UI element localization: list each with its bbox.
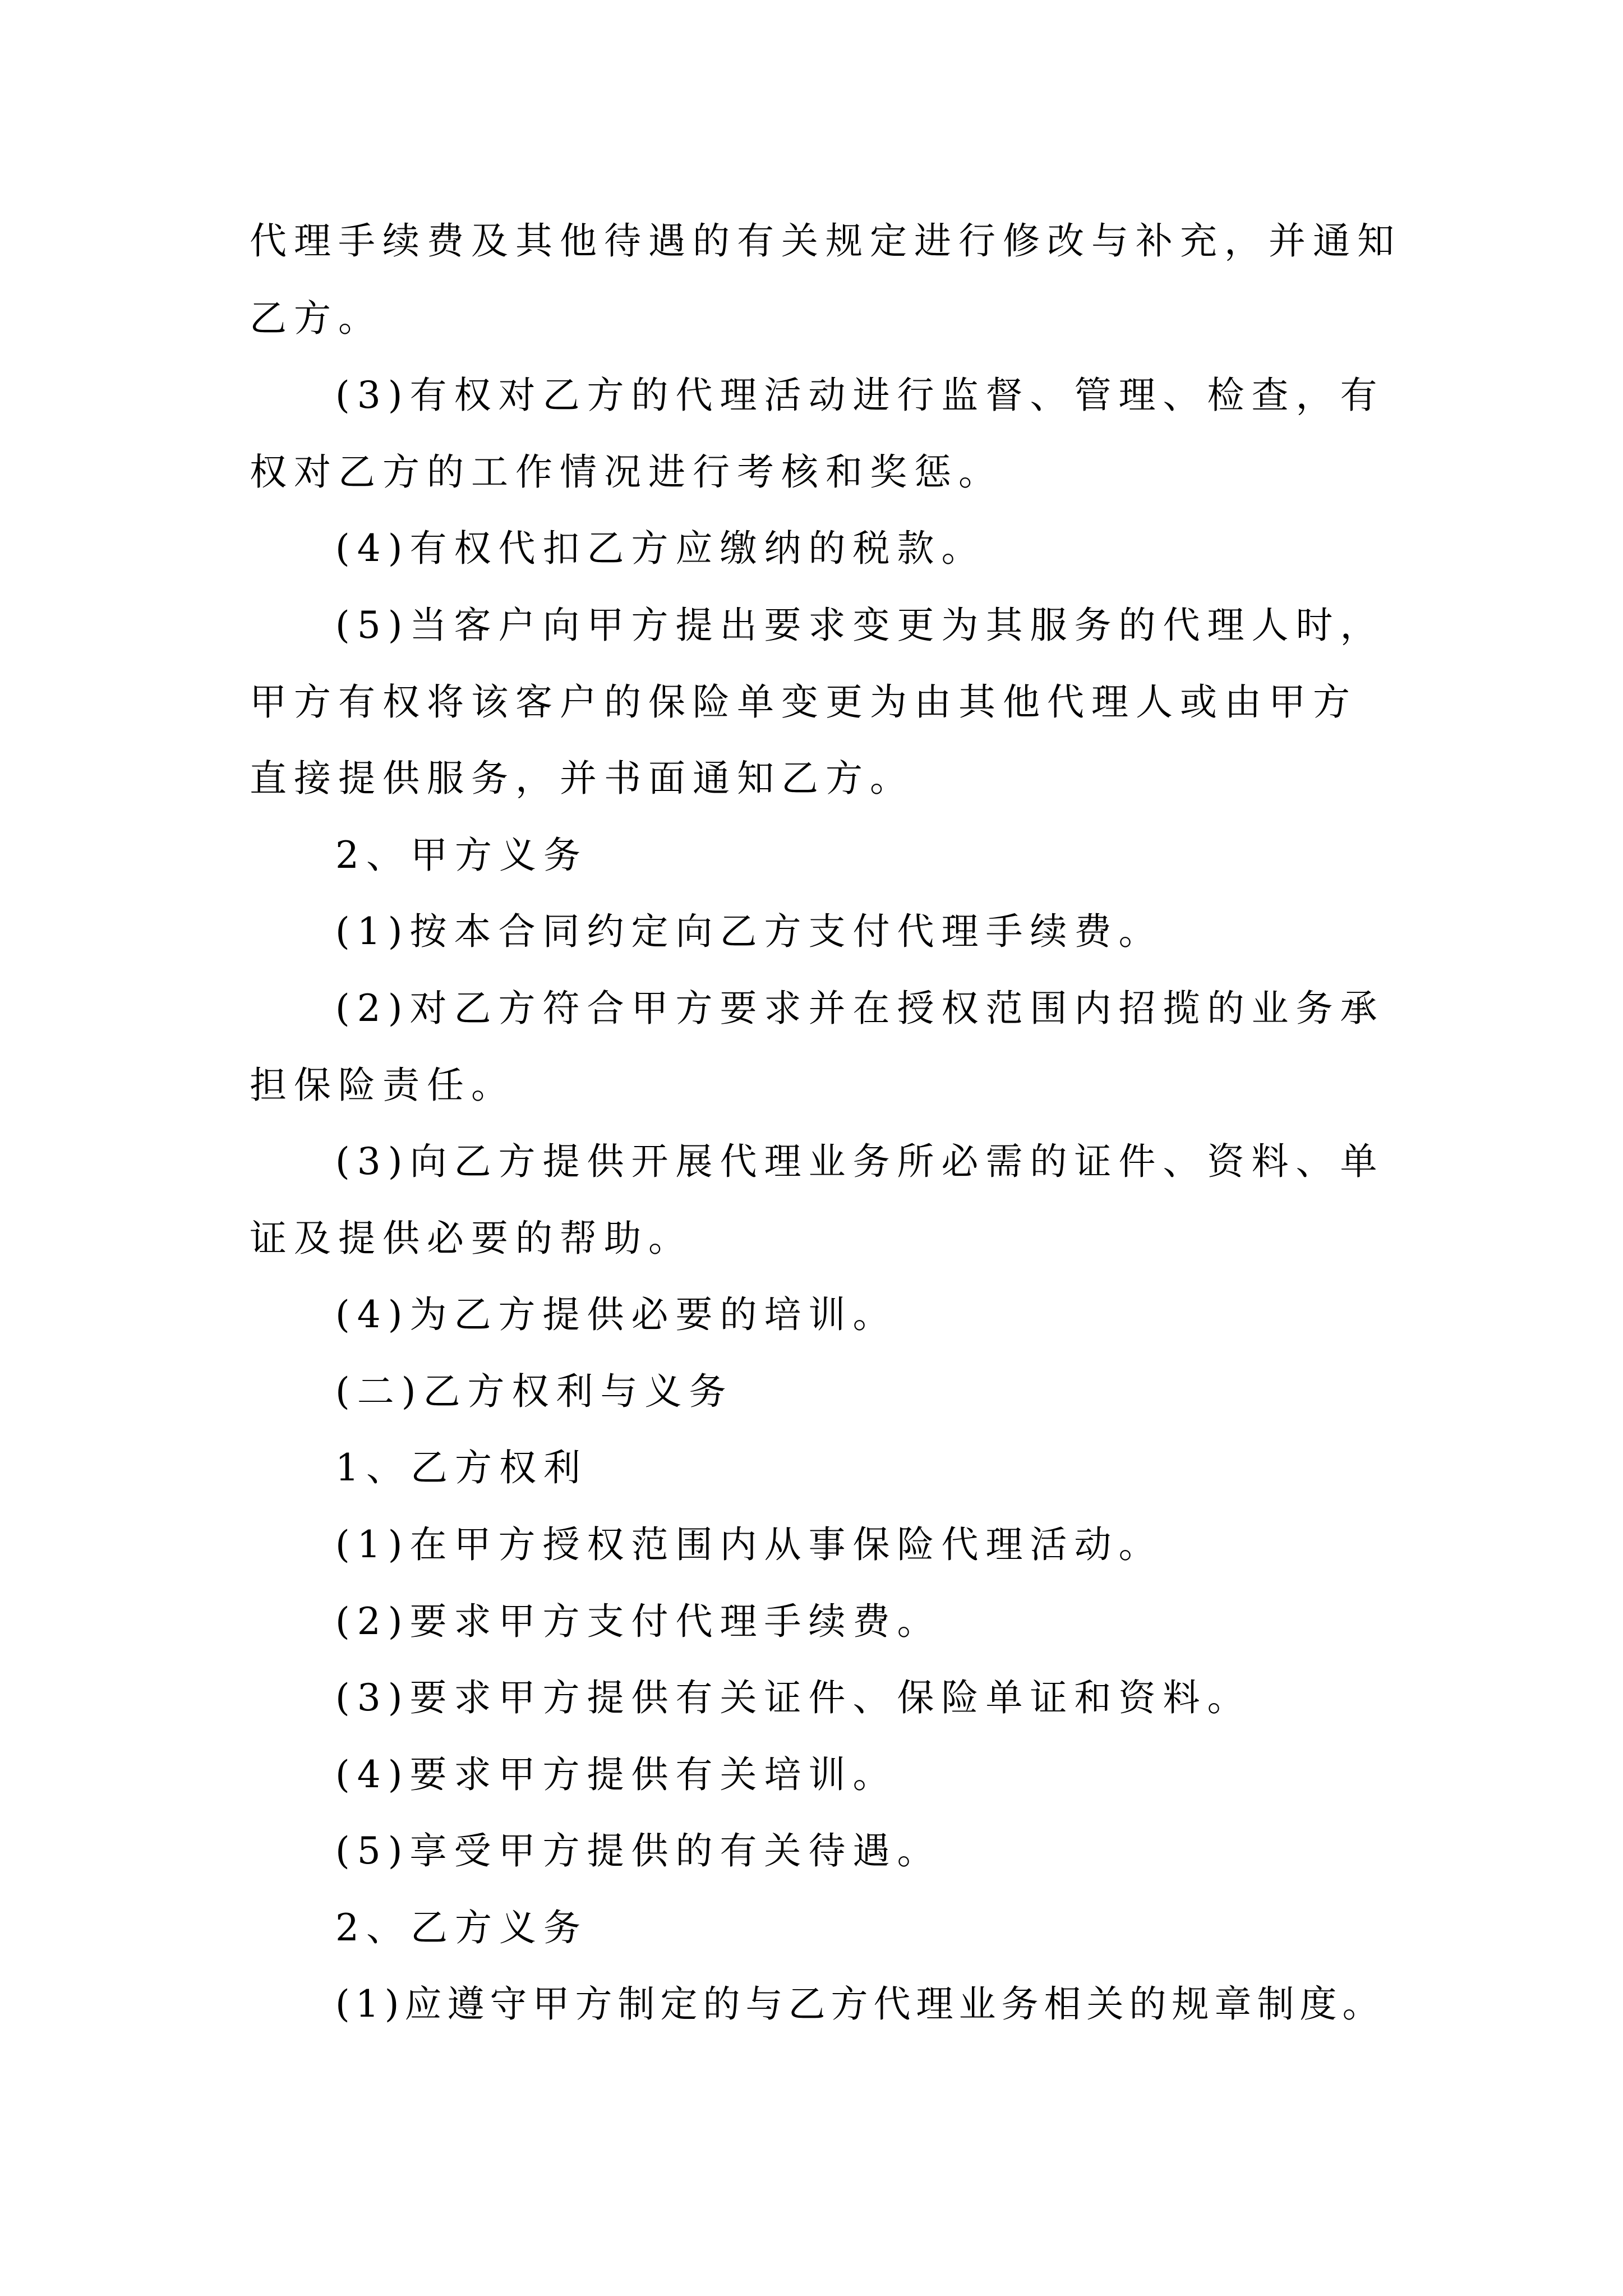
paragraph-first-line: (1)应遵守甲方制定的与乙方代理业务相关的规章制度。 <box>335 1982 1385 2026</box>
paragraph-first-line: (4)要求甲方提供有关培训。 <box>335 1753 897 1796</box>
paragraph-first-line: (5)当客户向甲方提出要求变更为其服务的代理人时， <box>335 604 1385 647</box>
body-line: 证及提供必要的帮助。 <box>250 1217 693 1260</box>
body-line: 担保险责任。 <box>250 1064 515 1107</box>
body-line: 直接提供服务，并书面通知乙方。 <box>250 757 914 800</box>
section-heading: 2、乙方义务 <box>335 1906 588 1949</box>
paragraph-first-line: (3)要求甲方提供有关证件、保险单证和资料。 <box>335 1676 1252 1719</box>
paragraph-first-line: (1)按本合同约定向乙方支付代理手续费。 <box>335 910 1163 953</box>
paragraph-first-line: (3)有权对乙方的代理活动进行监督、管理、检查，有 <box>335 374 1385 417</box>
body-line: 权对乙方的工作情况进行考核和奖惩。 <box>250 450 1003 494</box>
body-line: 代理手续费及其他待遇的有关规定进行修改与补充，并通知 <box>250 219 1401 263</box>
body-line: 乙方。 <box>250 297 382 340</box>
section-heading: 1、乙方权利 <box>335 1446 588 1489</box>
section-heading: (二)乙方权利与义务 <box>335 1370 734 1413</box>
paragraph-first-line: (1)在甲方授权范围内从事保险代理活动。 <box>335 1523 1163 1566</box>
paragraph-first-line: (2)要求甲方支付代理手续费。 <box>335 1600 942 1643</box>
paragraph-first-line: (3)向乙方提供开展代理业务所必需的证件、资料、单 <box>335 1140 1385 1183</box>
paragraph-first-line: (2)对乙方符合甲方要求并在授权范围内招揽的业务承 <box>335 987 1385 1030</box>
paragraph-first-line: (4)有权代扣乙方应缴纳的税款。 <box>335 527 986 570</box>
section-heading: 2、甲方义务 <box>335 834 588 877</box>
paragraph-first-line: (5)享受甲方提供的有关待遇。 <box>335 1829 942 1872</box>
body-line: 甲方有权将该客户的保险单变更为由其他代理人或由甲方 <box>250 680 1357 724</box>
paragraph-first-line: (4)为乙方提供必要的培训。 <box>335 1293 897 1336</box>
